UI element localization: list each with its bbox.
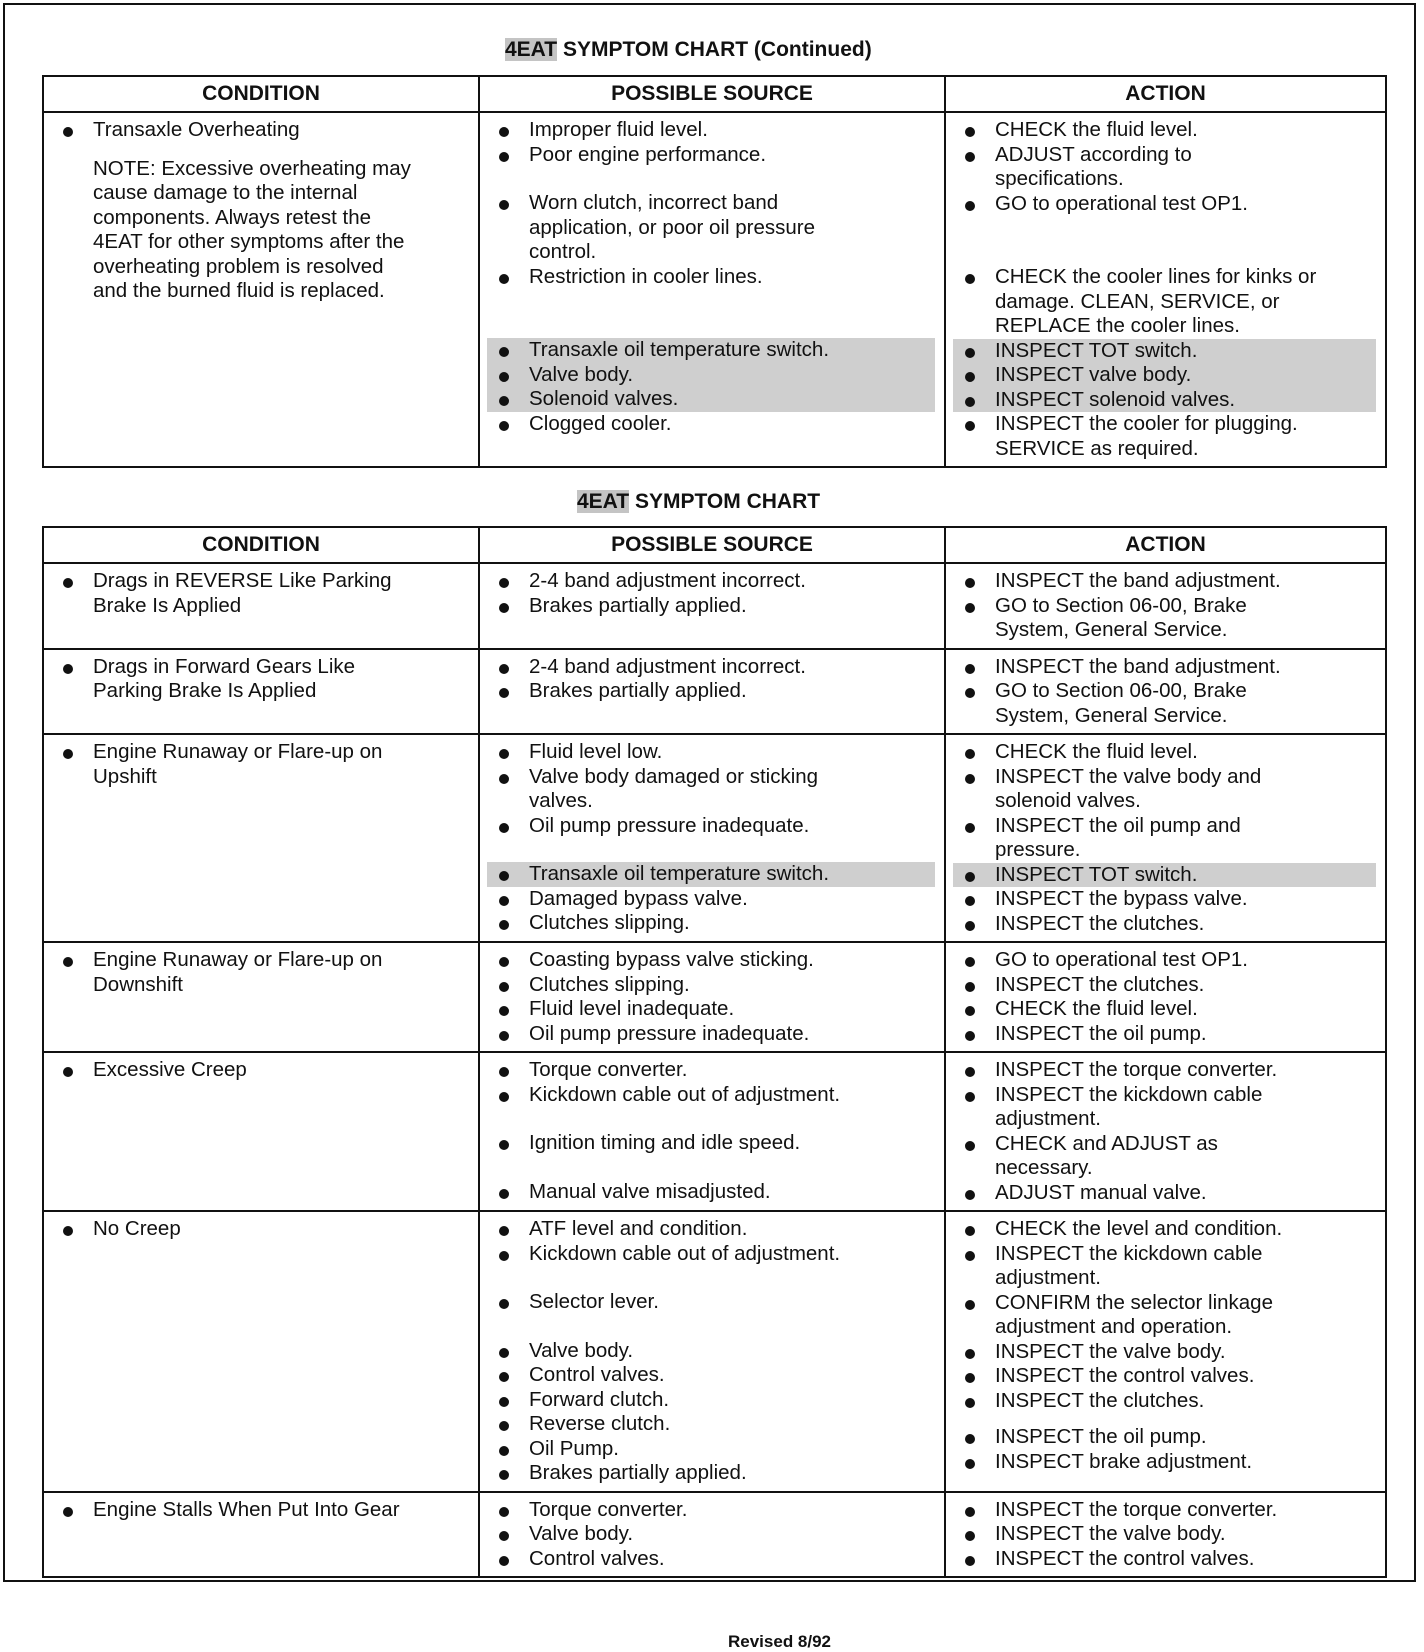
- possible-source-item: Worn clutch, incorrect band application, or poor oil pressure control.: [487, 191, 935, 265]
- table-row: [43, 649, 1386, 735]
- possible-source-item: Selector lever.: [487, 1290, 935, 1315]
- possible-source-item: Torque converter.: [487, 1058, 935, 1083]
- action-item: INSPECT the kickdown cable adjustment.: [953, 1242, 1376, 1291]
- action-cell: [945, 1211, 1386, 1492]
- action-item: CHECK the fluid level.: [953, 118, 1376, 143]
- action-item: INSPECT the oil pump and pressure.: [953, 814, 1376, 863]
- possible-source-item: Solenoid valves.: [487, 387, 935, 412]
- action-cell: [945, 734, 1386, 942]
- action-item: INSPECT the control valves.: [953, 1364, 1376, 1389]
- action-cell: [945, 1052, 1386, 1211]
- possible-source-item: Oil pump pressure inadequate.: [487, 814, 935, 839]
- possible-source-item: Torque converter.: [487, 1498, 935, 1523]
- possible-source-cell: [479, 734, 945, 942]
- possible-source-item: Clutches slipping.: [487, 973, 935, 998]
- action-item: INSPECT the clutches.: [953, 1389, 1376, 1414]
- action-cell: [945, 649, 1386, 735]
- condition-cell: [43, 1052, 479, 1211]
- action-item: INSPECT the valve body.: [953, 1522, 1376, 1547]
- condition-item: No Creep: [51, 1217, 469, 1242]
- title-highlight: 4EAT: [505, 38, 558, 61]
- possible-source-item: Kickdown cable out of adjustment.: [487, 1242, 935, 1267]
- possible-source-item: Clogged cooler.: [487, 412, 935, 437]
- possible-source-item: Kickdown cable out of adjustment.: [487, 1083, 935, 1108]
- possible-source-item: Valve body.: [487, 1339, 935, 1364]
- possible-source-item: Control valves.: [487, 1547, 935, 1572]
- possible-source-item: Valve body.: [487, 1522, 935, 1547]
- possible-source-item: Poor engine performance.: [487, 143, 935, 168]
- table-row: [43, 112, 1386, 467]
- possible-source-cell: [479, 1211, 945, 1492]
- action-item: INSPECT the kickdown cable adjustment.: [953, 1083, 1376, 1132]
- action-cell: [945, 112, 1386, 467]
- table-header-row: [43, 527, 1386, 563]
- action-item: INSPECT the clutches.: [953, 912, 1376, 937]
- possible-source-item: Improper fluid level.: [487, 118, 935, 143]
- possible-source-item: 2-4 band adjustment incorrect.: [487, 655, 935, 680]
- condition-cell: [43, 1492, 479, 1578]
- action-item: INSPECT the clutches.: [953, 973, 1376, 998]
- action-item: INSPECT the cooler for plugging. SERVICE as required.: [953, 412, 1376, 461]
- action-item: GO to operational test OP1.: [953, 192, 1376, 217]
- title-highlight: 4EAT: [577, 490, 630, 513]
- action-item: ADJUST manual valve.: [953, 1181, 1376, 1206]
- condition-item: Engine Runaway or Flare-up on Downshift: [51, 948, 469, 997]
- possible-source-cell: [479, 942, 945, 1052]
- condition-cell: [43, 942, 479, 1052]
- action-item: CHECK the level and condition.: [953, 1217, 1376, 1242]
- header-condition: CONDITION: [43, 76, 479, 112]
- action-item: INSPECT the bypass valve.: [953, 887, 1376, 912]
- possible-source-cell: [479, 1492, 945, 1578]
- possible-source-item: Forward clutch.: [487, 1388, 935, 1413]
- table-body: [43, 563, 1386, 1577]
- table-row: [43, 1052, 1386, 1211]
- possible-source-item: Valve body damaged or sticking valves.: [487, 765, 935, 814]
- header-action: ACTION: [945, 76, 1386, 112]
- table-row: [43, 942, 1386, 1052]
- table-row: [43, 1211, 1386, 1492]
- condition-note: NOTE: Excessive overheating may cause damage to the internal components. Always retest the 4EAT for other symptoms after the overheating problem is resolved and the burned fluid is replaced.: [93, 156, 411, 302]
- possible-source-item: Damaged bypass valve.: [487, 887, 935, 912]
- action-item: INSPECT the control valves.: [953, 1547, 1376, 1572]
- condition-item: Engine Runaway or Flare-up on Upshift: [51, 740, 469, 789]
- possible-source-item: Oil Pump.: [487, 1437, 935, 1462]
- header-possible-source: POSSIBLE SOURCE: [479, 76, 945, 112]
- possible-source-item: Restriction in cooler lines.: [487, 265, 935, 290]
- action-item: INSPECT the oil pump.: [953, 1022, 1376, 1047]
- chart-title-continued: [505, 37, 872, 63]
- action-item: CHECK the fluid level.: [953, 997, 1376, 1022]
- possible-source-item: Ignition timing and idle speed.: [487, 1131, 935, 1156]
- possible-source-item: Transaxle oil temperature switch.: [487, 338, 935, 363]
- action-item: CHECK the cooler lines for kinks or damage. CLEAN, SERVICE, or REPLACE the cooler lines.: [953, 265, 1376, 339]
- action-item: CHECK the fluid level.: [953, 740, 1376, 765]
- action-item: INSPECT brake adjustment.: [953, 1450, 1376, 1475]
- possible-source-item: Brakes partially applied.: [487, 594, 935, 619]
- action-item: GO to operational test OP1.: [953, 948, 1376, 973]
- possible-source-item: Control valves.: [487, 1363, 935, 1388]
- condition-cell: [43, 649, 479, 735]
- action-item: INSPECT TOT switch.: [953, 339, 1376, 364]
- action-cell: [945, 942, 1386, 1052]
- title-text: SYMPTOM CHART (Continued): [557, 38, 872, 61]
- symptom-table-continued: [42, 75, 1387, 468]
- condition-item: Drags in REVERSE Like Parking Brake Is Applied: [51, 569, 469, 618]
- table-body: [43, 112, 1386, 467]
- possible-source-cell: [479, 1052, 945, 1211]
- action-item: GO to Section 06-00, Brake System, General Service.: [953, 594, 1376, 643]
- possible-source-item: Clutches slipping.: [487, 911, 935, 936]
- possible-source-item: Transaxle oil temperature switch.: [487, 862, 935, 887]
- table-header-row: [43, 76, 1386, 112]
- action-item: INSPECT the oil pump.: [953, 1425, 1376, 1450]
- table-row: [43, 563, 1386, 649]
- action-cell: [945, 563, 1386, 649]
- action-item: CONFIRM the selector linkage adjustment and operation.: [953, 1291, 1376, 1340]
- action-item: INSPECT TOT switch.: [953, 863, 1376, 888]
- possible-source-cell: [479, 563, 945, 649]
- action-item: ADJUST according to specifications.: [953, 143, 1376, 192]
- action-item: INSPECT solenoid valves.: [953, 388, 1376, 413]
- condition-cell: [43, 734, 479, 942]
- symptom-table: [42, 526, 1387, 1578]
- revision-footer: Revised 8/92: [728, 1632, 832, 1651]
- action-item: CHECK and ADJUST as necessary.: [953, 1132, 1376, 1181]
- action-item: INSPECT the band adjustment.: [953, 569, 1376, 594]
- possible-source-cell: [479, 112, 945, 467]
- condition-cell: [43, 1211, 479, 1492]
- header-possible-source: POSSIBLE SOURCE: [479, 527, 945, 563]
- condition-cell: [43, 563, 479, 649]
- action-item: INSPECT the valve body.: [953, 1340, 1376, 1365]
- possible-source-item: Fluid level low.: [487, 740, 935, 765]
- condition-item: Drags in Forward Gears Like Parking Brake Is Applied: [51, 655, 469, 704]
- chart-title: [577, 489, 820, 515]
- action-item: INSPECT the band adjustment.: [953, 655, 1376, 680]
- condition-item: Transaxle Overheating: [51, 118, 469, 143]
- action-cell: [945, 1492, 1386, 1578]
- possible-source-item: Valve body.: [487, 363, 935, 388]
- condition-cell: [43, 112, 479, 467]
- header-action: ACTION: [945, 527, 1386, 563]
- table-row: [43, 1492, 1386, 1578]
- possible-source-item: Fluid level inadequate.: [487, 997, 935, 1022]
- possible-source-item: Manual valve misadjusted.: [487, 1180, 935, 1205]
- possible-source-item: 2-4 band adjustment incorrect.: [487, 569, 935, 594]
- title-text: SYMPTOM CHART: [629, 490, 821, 513]
- possible-source-item: ATF level and condition.: [487, 1217, 935, 1242]
- action-item: INSPECT valve body.: [953, 363, 1376, 388]
- possible-source-item: Coasting bypass valve sticking.: [487, 948, 935, 973]
- action-item: INSPECT the torque converter.: [953, 1498, 1376, 1523]
- action-item: INSPECT the valve body and solenoid valves.: [953, 765, 1376, 814]
- action-item: INSPECT the torque converter.: [953, 1058, 1376, 1083]
- possible-source-item: Brakes partially applied.: [487, 679, 935, 704]
- possible-source-cell: [479, 649, 945, 735]
- condition-item: Engine Stalls When Put Into Gear: [51, 1498, 469, 1523]
- possible-source-item: Oil pump pressure inadequate.: [487, 1022, 935, 1047]
- header-condition: CONDITION: [43, 527, 479, 563]
- table-row: [43, 734, 1386, 942]
- possible-source-item: Reverse clutch.: [487, 1412, 935, 1437]
- condition-item: Excessive Creep: [51, 1058, 469, 1083]
- possible-source-item: Brakes partially applied.: [487, 1461, 935, 1486]
- action-item: GO to Section 06-00, Brake System, General Service.: [953, 679, 1376, 728]
